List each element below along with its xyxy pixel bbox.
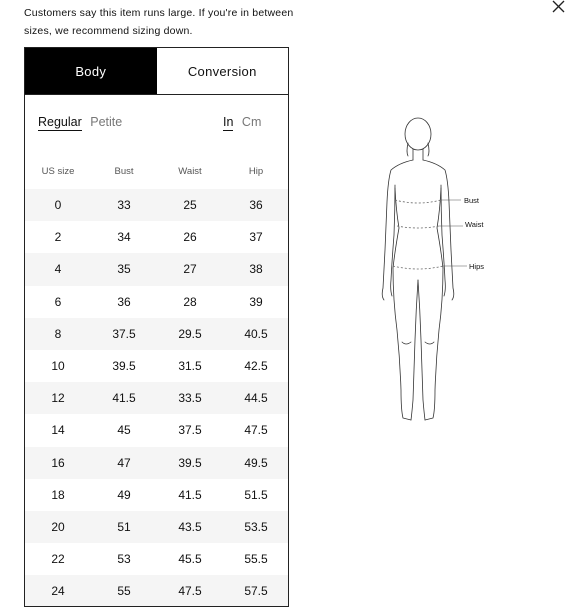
cell-us-size: 24 (25, 575, 91, 607)
cell-bust: 35 (91, 253, 157, 285)
cell-waist: 39.5 (157, 447, 223, 479)
cell-us-size: 10 (25, 350, 91, 382)
table-row (25, 318, 289, 350)
cell-us-size: 6 (25, 286, 91, 318)
header-waist: Waist (178, 165, 202, 177)
tab-body[interactable]: Body (25, 48, 157, 94)
cell-bust: 33 (91, 189, 157, 221)
table-row (25, 189, 289, 221)
cell-waist: 43.5 (157, 511, 223, 543)
cell-waist: 31.5 (157, 350, 223, 382)
cell-bust: 47 (91, 447, 157, 479)
close-icon (548, 0, 572, 20)
table-row (25, 479, 289, 511)
header-bust: Bust (114, 165, 134, 177)
table-row (25, 382, 289, 414)
fit-option-regular[interactable]: Regular (38, 115, 82, 129)
cell-us-size: 16 (25, 447, 91, 479)
cell-bust: 51 (91, 511, 157, 543)
cell-bust: 53 (91, 543, 157, 575)
cell-hip: 39 (223, 286, 289, 318)
unit-option-cm[interactable]: Cm (241, 115, 262, 129)
figure-label-waist: Waist (465, 220, 484, 229)
cell-waist: 26 (157, 221, 223, 253)
figure-label-bust: Bust (464, 196, 480, 205)
close-button[interactable] (548, 0, 572, 20)
chart-options (25, 95, 288, 143)
tab-conversion[interactable]: Conversion (157, 48, 289, 94)
cell-hip: 38 (223, 253, 289, 285)
cell-bust: 36 (91, 286, 157, 318)
fit-toggle (38, 115, 127, 129)
cell-bust: 45 (91, 414, 157, 446)
size-table-header (25, 153, 289, 189)
cell-waist: 33.5 (157, 382, 223, 414)
cell-hip: 51.5 (223, 479, 289, 511)
cell-bust: 34 (91, 221, 157, 253)
size-table (25, 153, 289, 607)
cell-hip: 55.5 (223, 543, 289, 575)
cell-us-size: 14 (25, 414, 91, 446)
table-row (25, 511, 289, 543)
figure-label-hips: Hips (469, 262, 485, 271)
cell-us-size: 18 (25, 479, 91, 511)
table-row (25, 253, 289, 285)
size-table-body (25, 189, 289, 607)
cell-bust: 49 (91, 479, 157, 511)
cell-hip: 53.5 (223, 511, 289, 543)
cell-waist: 27 (157, 253, 223, 285)
cell-us-size: 4 (25, 253, 91, 285)
cell-bust: 41.5 (91, 382, 157, 414)
cell-us-size: 2 (25, 221, 91, 253)
cell-waist: 28 (157, 286, 223, 318)
chart-tabs (25, 48, 288, 95)
cell-hip: 47.5 (223, 414, 289, 446)
table-row (25, 414, 289, 446)
cell-bust: 37.5 (91, 318, 157, 350)
cell-hip: 42.5 (223, 350, 289, 382)
fit-option-petite[interactable]: Petite (90, 115, 123, 129)
unit-option-in[interactable]: In (223, 115, 234, 129)
cell-hip: 57.5 (223, 575, 289, 607)
sizing-notice (24, 4, 324, 40)
sizing-notice-line2: sizes, we recommend sizing down. (24, 25, 193, 37)
cell-hip: 49.5 (223, 447, 289, 479)
sizing-notice-line1: Customers say this item runs large. If you're in between (24, 7, 294, 19)
cell-waist: 25 (157, 189, 223, 221)
cell-waist: 29.5 (157, 318, 223, 350)
header-hip: Hip (248, 165, 264, 177)
header-us-size: US size (41, 165, 75, 177)
table-row (25, 350, 289, 382)
cell-hip: 40.5 (223, 318, 289, 350)
cell-hip: 44.5 (223, 382, 289, 414)
cell-hip: 36 (223, 189, 289, 221)
cell-waist: 47.5 (157, 575, 223, 607)
table-row (25, 575, 289, 607)
cell-us-size: 20 (25, 511, 91, 543)
table-row (25, 221, 289, 253)
cell-us-size: 12 (25, 382, 91, 414)
cell-us-size: 8 (25, 318, 91, 350)
size-chart-panel (24, 47, 289, 607)
cell-hip: 37 (223, 221, 289, 253)
body-measurement-figure (375, 110, 495, 430)
cell-us-size: 22 (25, 543, 91, 575)
table-row (25, 447, 289, 479)
unit-toggle (223, 115, 266, 129)
cell-waist: 37.5 (157, 414, 223, 446)
cell-bust: 55 (91, 575, 157, 607)
cell-us-size: 0 (25, 189, 91, 221)
table-row (25, 543, 289, 575)
table-row (25, 286, 289, 318)
cell-waist: 45.5 (157, 543, 223, 575)
cell-waist: 41.5 (157, 479, 223, 511)
cell-bust: 39.5 (91, 350, 157, 382)
